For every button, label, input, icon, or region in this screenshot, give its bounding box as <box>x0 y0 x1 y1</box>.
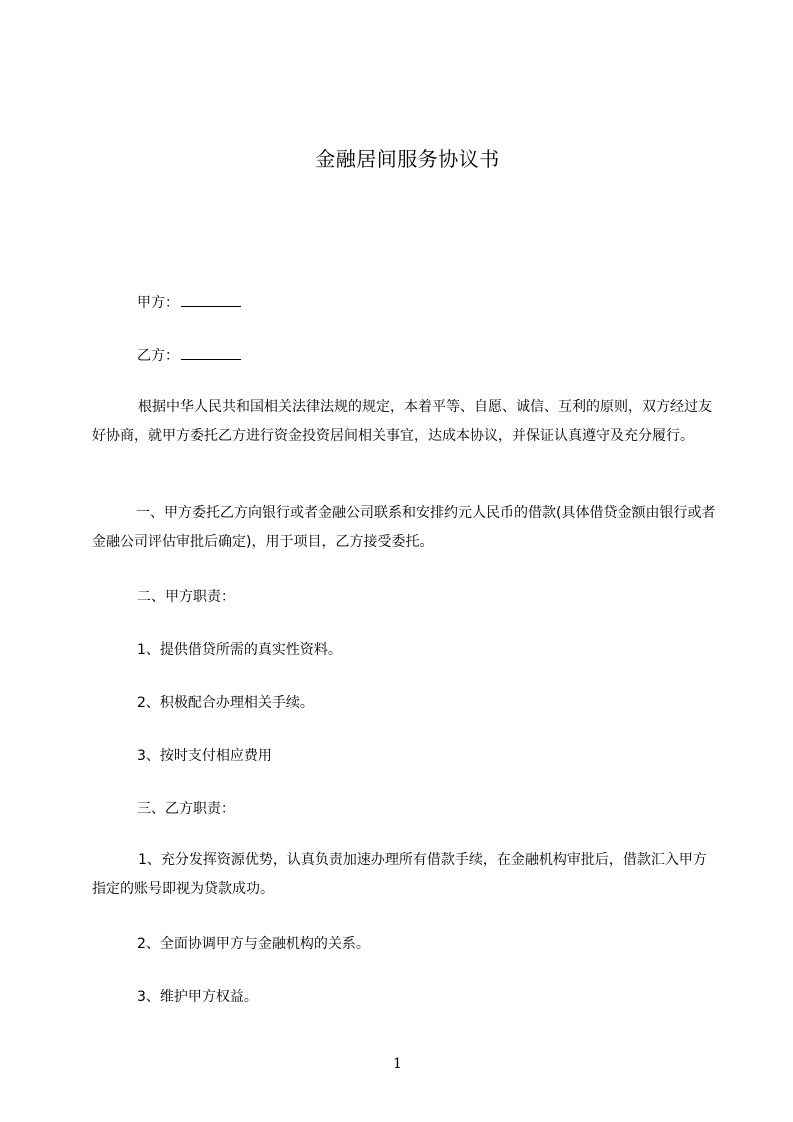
document-title: 金融居间服务协议书 <box>315 147 500 171</box>
party-b-line <box>137 345 241 365</box>
party-a-blank <box>181 294 241 307</box>
section-2-item-1: 1、提供借贷所需的真实性资料。 <box>137 642 342 658</box>
section-3-item-1: 1、充分发挥资源优势，认真负责加速办理所有借款手续，在金融机构审批后，借款汇入甲方指定的账号即视为贷款成功。 <box>92 852 707 897</box>
party-a-label: 甲方： <box>137 295 179 311</box>
party-a-line <box>137 292 241 312</box>
party-b-blank <box>181 347 241 360</box>
intro-paragraph: 根据中华人民共和国相关法律法规的规定，本着平等、自愿、诚信、互利的原则，双方经过友好协商，就甲方委托乙方进行资金投资居间相关事宜，达成本协议，并保证认真遵守及充分履行。 <box>92 399 712 444</box>
party-b-label: 乙方： <box>137 348 179 364</box>
section-2-item-2: 2、积极配合办理相关手续。 <box>137 695 314 711</box>
page-number: 1 <box>393 1056 402 1072</box>
clause-1-paragraph: 一、甲方委托乙方向银行或者金融公司联系和安排约元人民币的借款(具体借贷金额由银行或者金融公司评估审批后确定)，用于项目，乙方接受委托。 <box>92 505 716 550</box>
section-2-item-3: 3、按时支付相应费用 <box>137 748 272 764</box>
section-2-heading: 二、甲方职责： <box>137 589 235 605</box>
section-3-item-2: 2、全面协调甲方与金融机构的关系。 <box>137 936 370 952</box>
section-3-item-3: 3、维护甲方权益。 <box>137 989 258 1005</box>
section-3-heading: 三、乙方职责： <box>137 801 235 817</box>
